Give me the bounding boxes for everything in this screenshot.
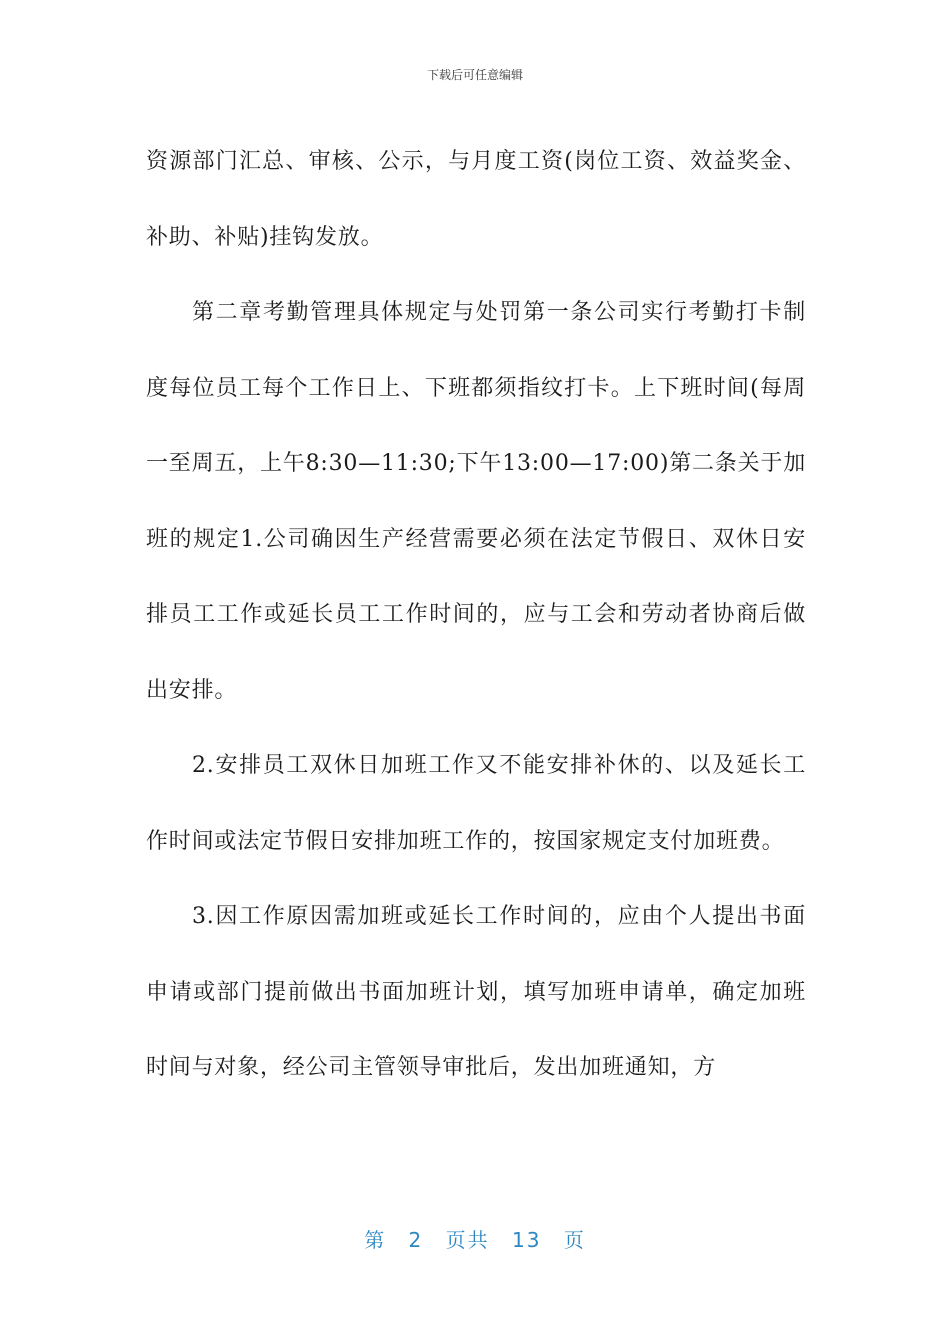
footer-middle: 页共 <box>445 1228 490 1252</box>
footer-prefix: 第 <box>364 1228 387 1252</box>
footer-total-pages: 13 <box>512 1228 542 1252</box>
paragraph-1: 资源部门汇总、审核、公示，与月度工资(岗位工资、效益奖金、补助、补贴)挂钩发放。 <box>146 149 806 250</box>
document-body <box>146 124 806 1106</box>
footer-current-page: 2 <box>408 1228 424 1252</box>
paragraph-4: 3.因工作原因需加班或延长工作时间的，应由个人提出书面申请或部门提前做出书面加班计划，填写加班申请单，确定加班时间与对象，经公司主管领导审批后，发出加班通知，方 <box>146 904 806 1080</box>
paragraph-3: 2.安排员工双休日加班工作又不能安排补休的、以及延长工作时间或法定节假日安排加班工作的，按国家规定支付加班费。 <box>146 753 806 854</box>
header-note: 下载后可任意编辑 <box>426 68 523 82</box>
paragraph-2: 第二章考勤管理具体规定与处罚第一条公司实行考勤打卡制度每位员工每个工作日上、下班都须指纹打卡。上下班时间(每周一至周五，上午8:30—11:30;下午13:00—17:00)第二条关于加班的规定1.公司确因生产经营需要必须在法定节假日、双休日安排员工工作或延长员工工作时间的，应与工会和劳动者协商后做出安排。 <box>146 300 807 703</box>
footer-suffix: 页 <box>563 1228 586 1252</box>
page-footer <box>0 1224 950 1253</box>
